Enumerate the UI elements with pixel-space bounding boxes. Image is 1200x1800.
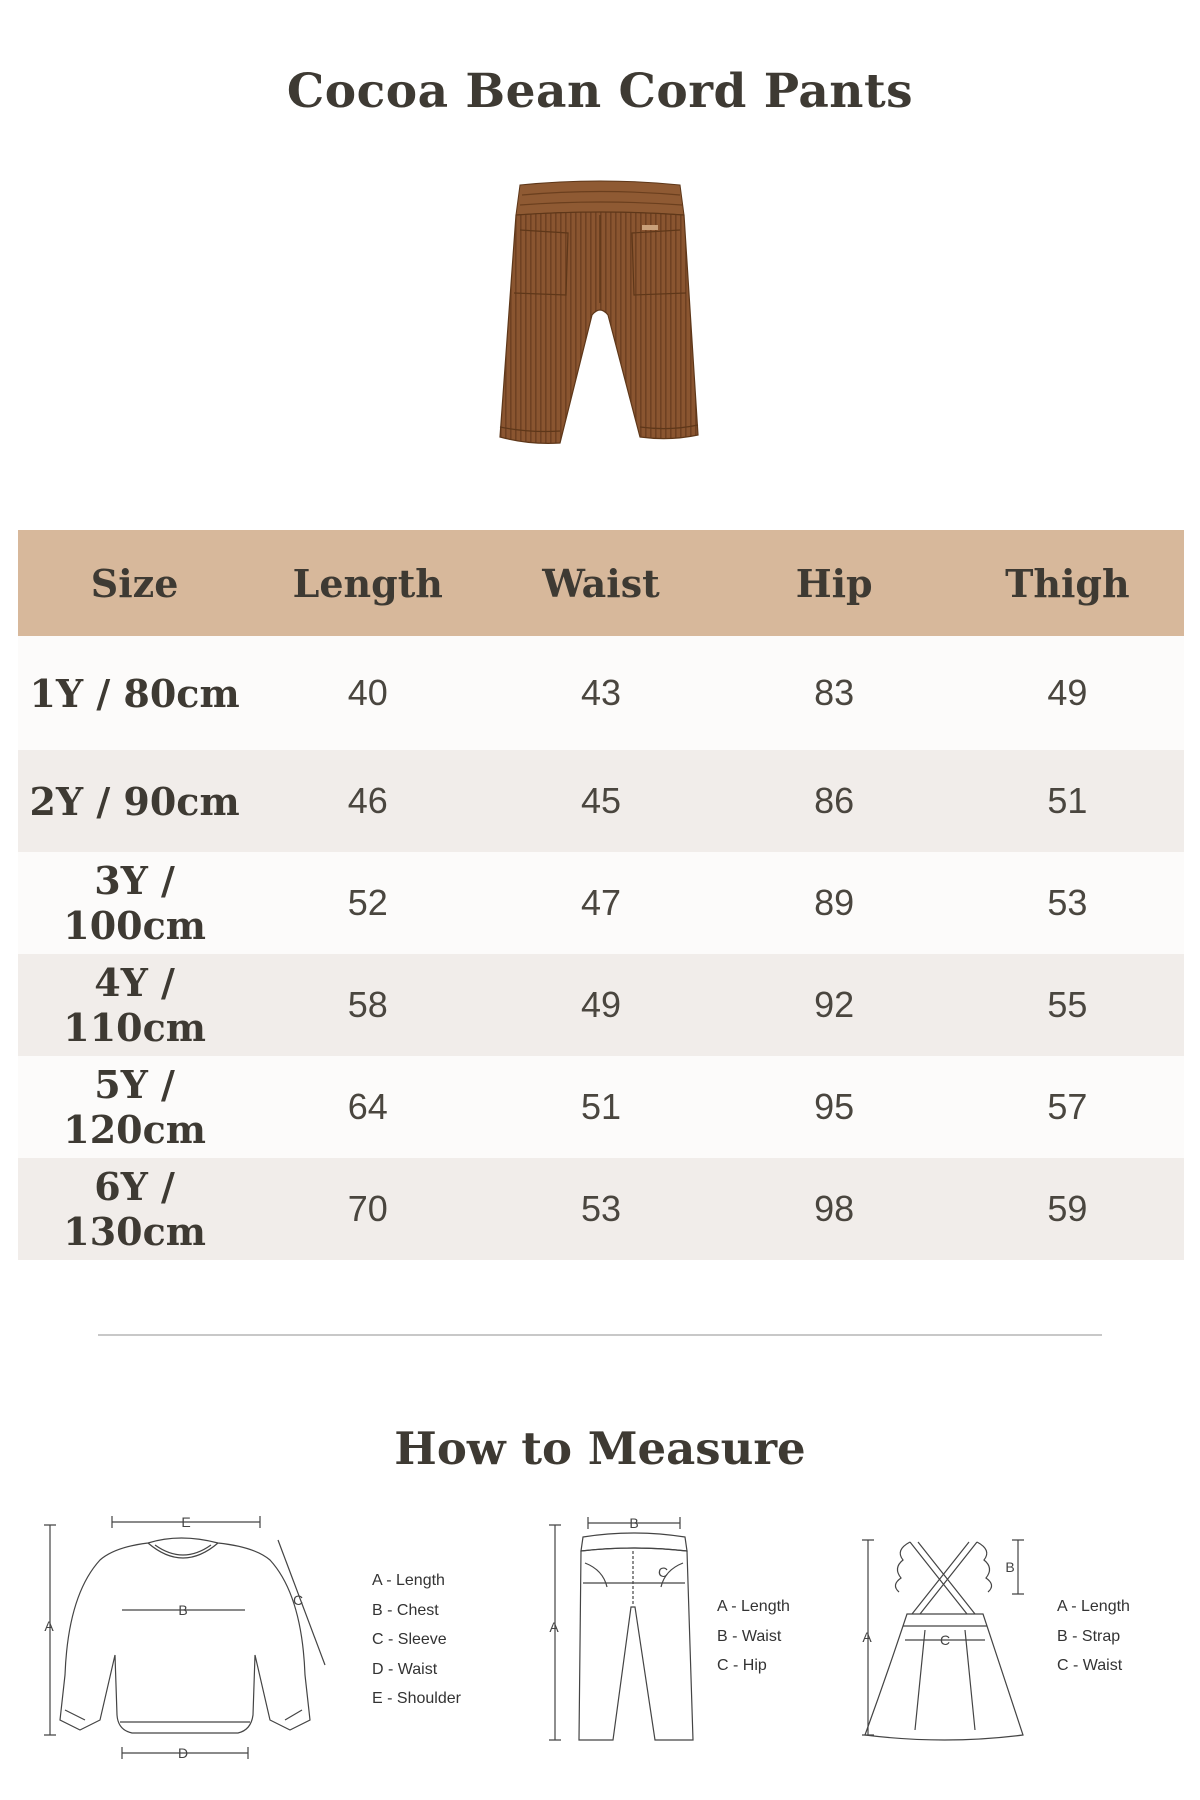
marker-c: C xyxy=(939,1632,951,1648)
marker-d: D xyxy=(177,1745,189,1761)
length-cell: 58 xyxy=(251,954,484,1056)
waist-cell: 49 xyxy=(484,954,717,1056)
size-chart-table xyxy=(18,530,1184,1260)
waist-cell: 45 xyxy=(484,750,717,852)
legend-item: D - Waist xyxy=(372,1660,438,1678)
how-to-measure-title: How to Measure xyxy=(394,1422,806,1475)
length-cell: 64 xyxy=(251,1056,484,1158)
table-row xyxy=(18,636,1184,750)
marker-b: B xyxy=(1005,1559,1015,1575)
legend-item: C - Waist xyxy=(1057,1657,1123,1674)
size-cell: 1Y / 80cm xyxy=(18,636,251,750)
size-cell: 4Y / 110cm xyxy=(18,954,251,1056)
table-row xyxy=(18,1158,1184,1260)
thigh-cell: 49 xyxy=(951,636,1184,750)
product-image xyxy=(480,175,720,445)
pants-measure-diagram xyxy=(545,1515,705,1755)
size-cell: 3Y / 100cm xyxy=(18,852,251,954)
length-cell: 46 xyxy=(251,750,484,852)
hip-cell: 83 xyxy=(718,636,951,750)
legend-item: A - Length xyxy=(717,1598,790,1615)
marker-b: B xyxy=(629,1515,639,1531)
waist-cell: 53 xyxy=(484,1158,717,1260)
size-cell: 5Y / 120cm xyxy=(18,1056,251,1158)
legend-item: C - Hip xyxy=(717,1657,767,1674)
thigh-cell: 55 xyxy=(951,954,1184,1056)
marker-a: A xyxy=(862,1629,872,1645)
legend-item: C - Sleeve xyxy=(372,1631,447,1648)
sweater-legend xyxy=(372,1566,461,1714)
hip-cell: 89 xyxy=(718,852,951,954)
header-size: Size xyxy=(18,530,251,636)
legend-item: B - Chest xyxy=(372,1601,439,1619)
thigh-cell: 51 xyxy=(951,750,1184,852)
marker-c: C xyxy=(292,1592,304,1608)
thigh-cell: 59 xyxy=(951,1158,1184,1260)
pants-legend xyxy=(717,1592,790,1681)
marker-b: B xyxy=(178,1602,188,1618)
legend-item: B - Strap xyxy=(1057,1627,1121,1645)
legend-item: A - Length xyxy=(372,1572,445,1589)
marker-a: A xyxy=(549,1619,559,1635)
sweater-measure-diagram xyxy=(40,1515,340,1770)
hip-cell: 92 xyxy=(718,954,951,1056)
table-header-row xyxy=(18,530,1184,636)
table-row xyxy=(18,954,1184,1056)
hip-cell: 98 xyxy=(718,1158,951,1260)
waist-cell: 51 xyxy=(484,1056,717,1158)
overall-legend xyxy=(1057,1592,1130,1681)
marker-a: A xyxy=(44,1618,54,1634)
length-cell: 52 xyxy=(251,852,484,954)
marker-e: E xyxy=(181,1515,191,1530)
header-waist: Waist xyxy=(484,530,717,636)
thigh-cell: 53 xyxy=(951,852,1184,954)
header-hip: Hip xyxy=(718,530,951,636)
page-title: Cocoa Bean Cord Pants xyxy=(286,64,914,119)
hip-cell: 86 xyxy=(718,750,951,852)
table-row xyxy=(18,1056,1184,1158)
legend-item: E - Shoulder xyxy=(372,1690,461,1707)
legend-item: B - Waist xyxy=(717,1627,782,1645)
marker-c: C xyxy=(657,1564,669,1580)
table-row xyxy=(18,852,1184,954)
waist-cell: 43 xyxy=(484,636,717,750)
overall-measure-diagram xyxy=(855,1530,1035,1760)
header-thigh: Thigh xyxy=(951,530,1184,636)
table-row xyxy=(18,750,1184,852)
section-divider xyxy=(98,1334,1102,1336)
length-cell: 40 xyxy=(251,636,484,750)
size-cell: 6Y / 130cm xyxy=(18,1158,251,1260)
thigh-cell: 57 xyxy=(951,1056,1184,1158)
size-cell: 2Y / 90cm xyxy=(18,750,251,852)
legend-item: A - Length xyxy=(1057,1598,1130,1615)
length-cell: 70 xyxy=(251,1158,484,1260)
hip-cell: 95 xyxy=(718,1056,951,1158)
header-length: Length xyxy=(251,530,484,636)
waist-cell: 47 xyxy=(484,852,717,954)
